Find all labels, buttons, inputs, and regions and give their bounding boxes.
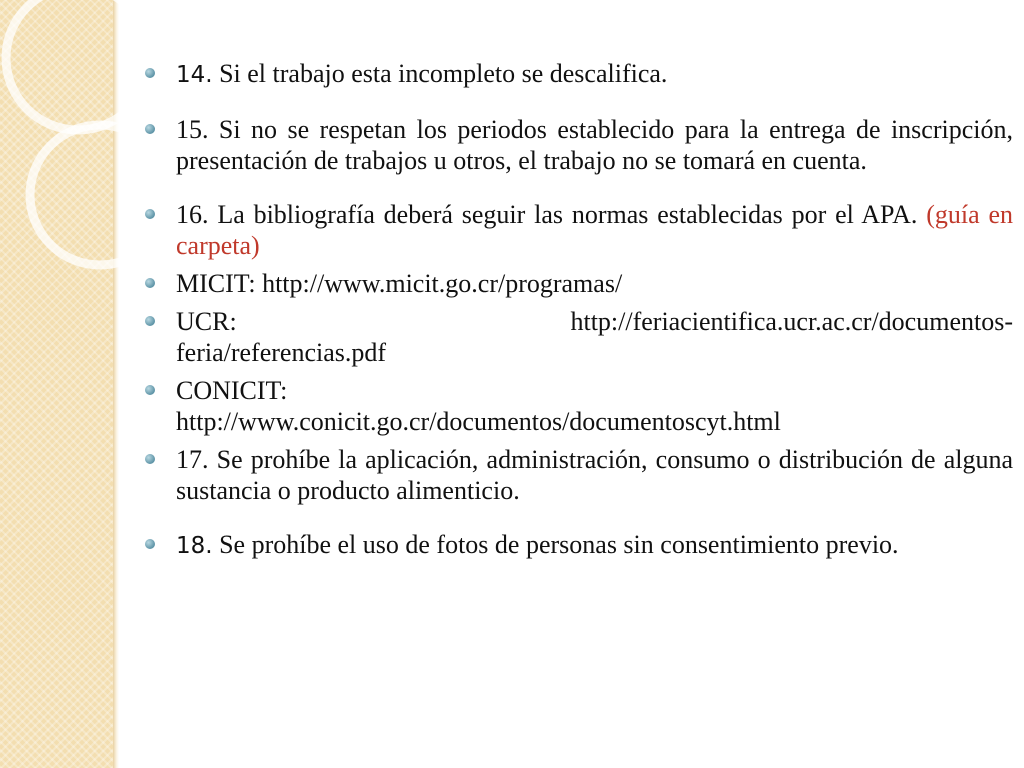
- ucr-label: UCR:: [176, 307, 237, 336]
- bullet-icon: [145, 385, 155, 395]
- list-item-ucr: [145, 306, 1013, 368]
- bullet-icon: [145, 316, 155, 326]
- guide-note: (guía en carpeta): [176, 200, 1014, 260]
- item-text: Se prohíbe el uso de fotos de personas sin consentimiento previo.: [219, 530, 899, 559]
- slide-content: [145, 58, 1013, 562]
- item-number: 18.: [176, 533, 213, 559]
- bullet-icon: [145, 454, 155, 464]
- decorative-rings: [0, 0, 130, 330]
- bullet-icon: [145, 278, 155, 288]
- bullet-icon: [145, 68, 155, 78]
- bullet-icon: [145, 209, 155, 219]
- list-item-17: [145, 444, 1013, 506]
- list-item-16: [145, 199, 1013, 261]
- list-item-conicit: [145, 375, 1013, 437]
- list-item-18: [145, 529, 1013, 562]
- ucr-link[interactable]: http://feriacientifica.ucr.ac.cr/documentos-: [570, 307, 1013, 336]
- item-text: 16. La bibliografía deberá seguir las normas establecidas por el APA.: [176, 200, 918, 229]
- item-text: Si el trabajo esta incompleto se descalifica.: [219, 59, 668, 88]
- list-item-micit: [145, 268, 1013, 299]
- list-item-15: [145, 114, 1013, 176]
- item-text: 15. Si no se respetan los periodos establecido para la entrega de inscripción, presentación de trabajos u otros, el trabajo no se tomará en cuenta.: [176, 115, 1013, 175]
- conicit-link[interactable]: http://www.conicit.go.cr/documentos/documentoscyt.html: [176, 407, 781, 436]
- ucr-link-continued[interactable]: feria/referencias.pdf: [176, 338, 387, 367]
- micit-link[interactable]: MICIT: http://www.micit.go.cr/programas/: [176, 269, 623, 298]
- bullet-icon: [145, 124, 155, 134]
- bullet-icon: [145, 539, 155, 549]
- item-number: 14.: [176, 62, 213, 88]
- item-text: 17. Se prohíbe la aplicación, administración, consumo o distribución de alguna sustancia o producto alimenticio.: [176, 445, 1013, 505]
- conicit-label: CONICIT:: [176, 376, 288, 405]
- list-item-14: [145, 58, 1013, 91]
